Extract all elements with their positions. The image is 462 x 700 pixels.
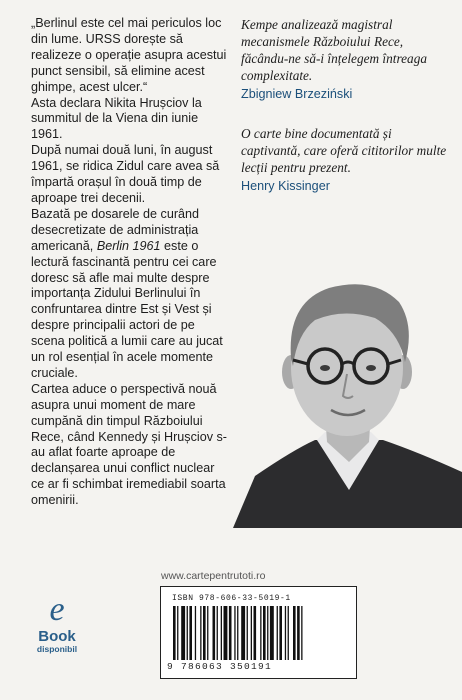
svg-text:e: e [49,592,65,626]
author-portrait-illustration [233,262,462,528]
blurb-author-1: Zbigniew Brzeziński [241,87,353,101]
barcode-bars [173,606,345,662]
website-url: www.cartepentrutoti.ro [161,570,266,582]
blurb-author-2: Henry Kissinger [241,179,330,193]
ebook-available: disponibil [36,644,78,654]
isbn-barcode [160,586,357,679]
paragraph-summit: Asta declara Nikita Hrușciov la summitul de la Viena din iunie 1961. [31,95,202,142]
ebook-logo [32,592,82,654]
blurb-quote-2: O carte bine documentată și captivantă, care oferă cititorilor multe lecții pentru prezent. [241,126,447,175]
paragraph-wall: După numai două luni, în august 1961, se ridica Zidul care avea să împartă orașul în două timp de aproape trei decenii. [31,143,220,205]
paragraph-book [31,207,231,382]
ebook-word: Book [38,628,76,645]
quote-khrushchev: „Berlinul este cel mai periculos loc din lume. URSS dorește să realizeze o operație asupra acestui punct sensibil, să elimine acest ghimpe, acest ulcer.“ [31,16,227,94]
paragraph-perspective: Cartea aduce o perspectivă nouă asupra unui moment de mare cumpănă din timpul Războiului Rece, când Kennedy și Hrușciov s-au aflat foarte aproape de declanșarea unui conflict nuclear ce ar fi schimbat iremediabil soarta omenirii. [31,381,227,508]
isbn-label: ISBN 978-606-33-5019-1 [172,594,291,603]
book-description [31,16,231,509]
barcode-digits: 9 786063 350191 [167,661,273,672]
blurb-quote-1: Kempe analizează magistral mecanismele Războiului Rece, făcându-ne să-i înțelegem întreaga complexitate. [241,17,427,83]
ebook-e-icon [40,592,74,626]
book-title: Berlin 1961 [96,238,161,253]
paragraph-book-end: este o lectură fascinantă pentru cei care doresc să afle mai multe despre importanța Zidului Berlinului în confruntarea dintre Est și Vest și despre principalii actori de pe scena politică a lumii care au jucat un rol esențial în acele momente cruciale. [31,238,223,380]
paragraph-book-start: Bazată pe dosarele de curând desecretizate de administrația americană, [31,206,200,253]
author-photo [233,262,462,528]
blurbs [241,16,453,193]
